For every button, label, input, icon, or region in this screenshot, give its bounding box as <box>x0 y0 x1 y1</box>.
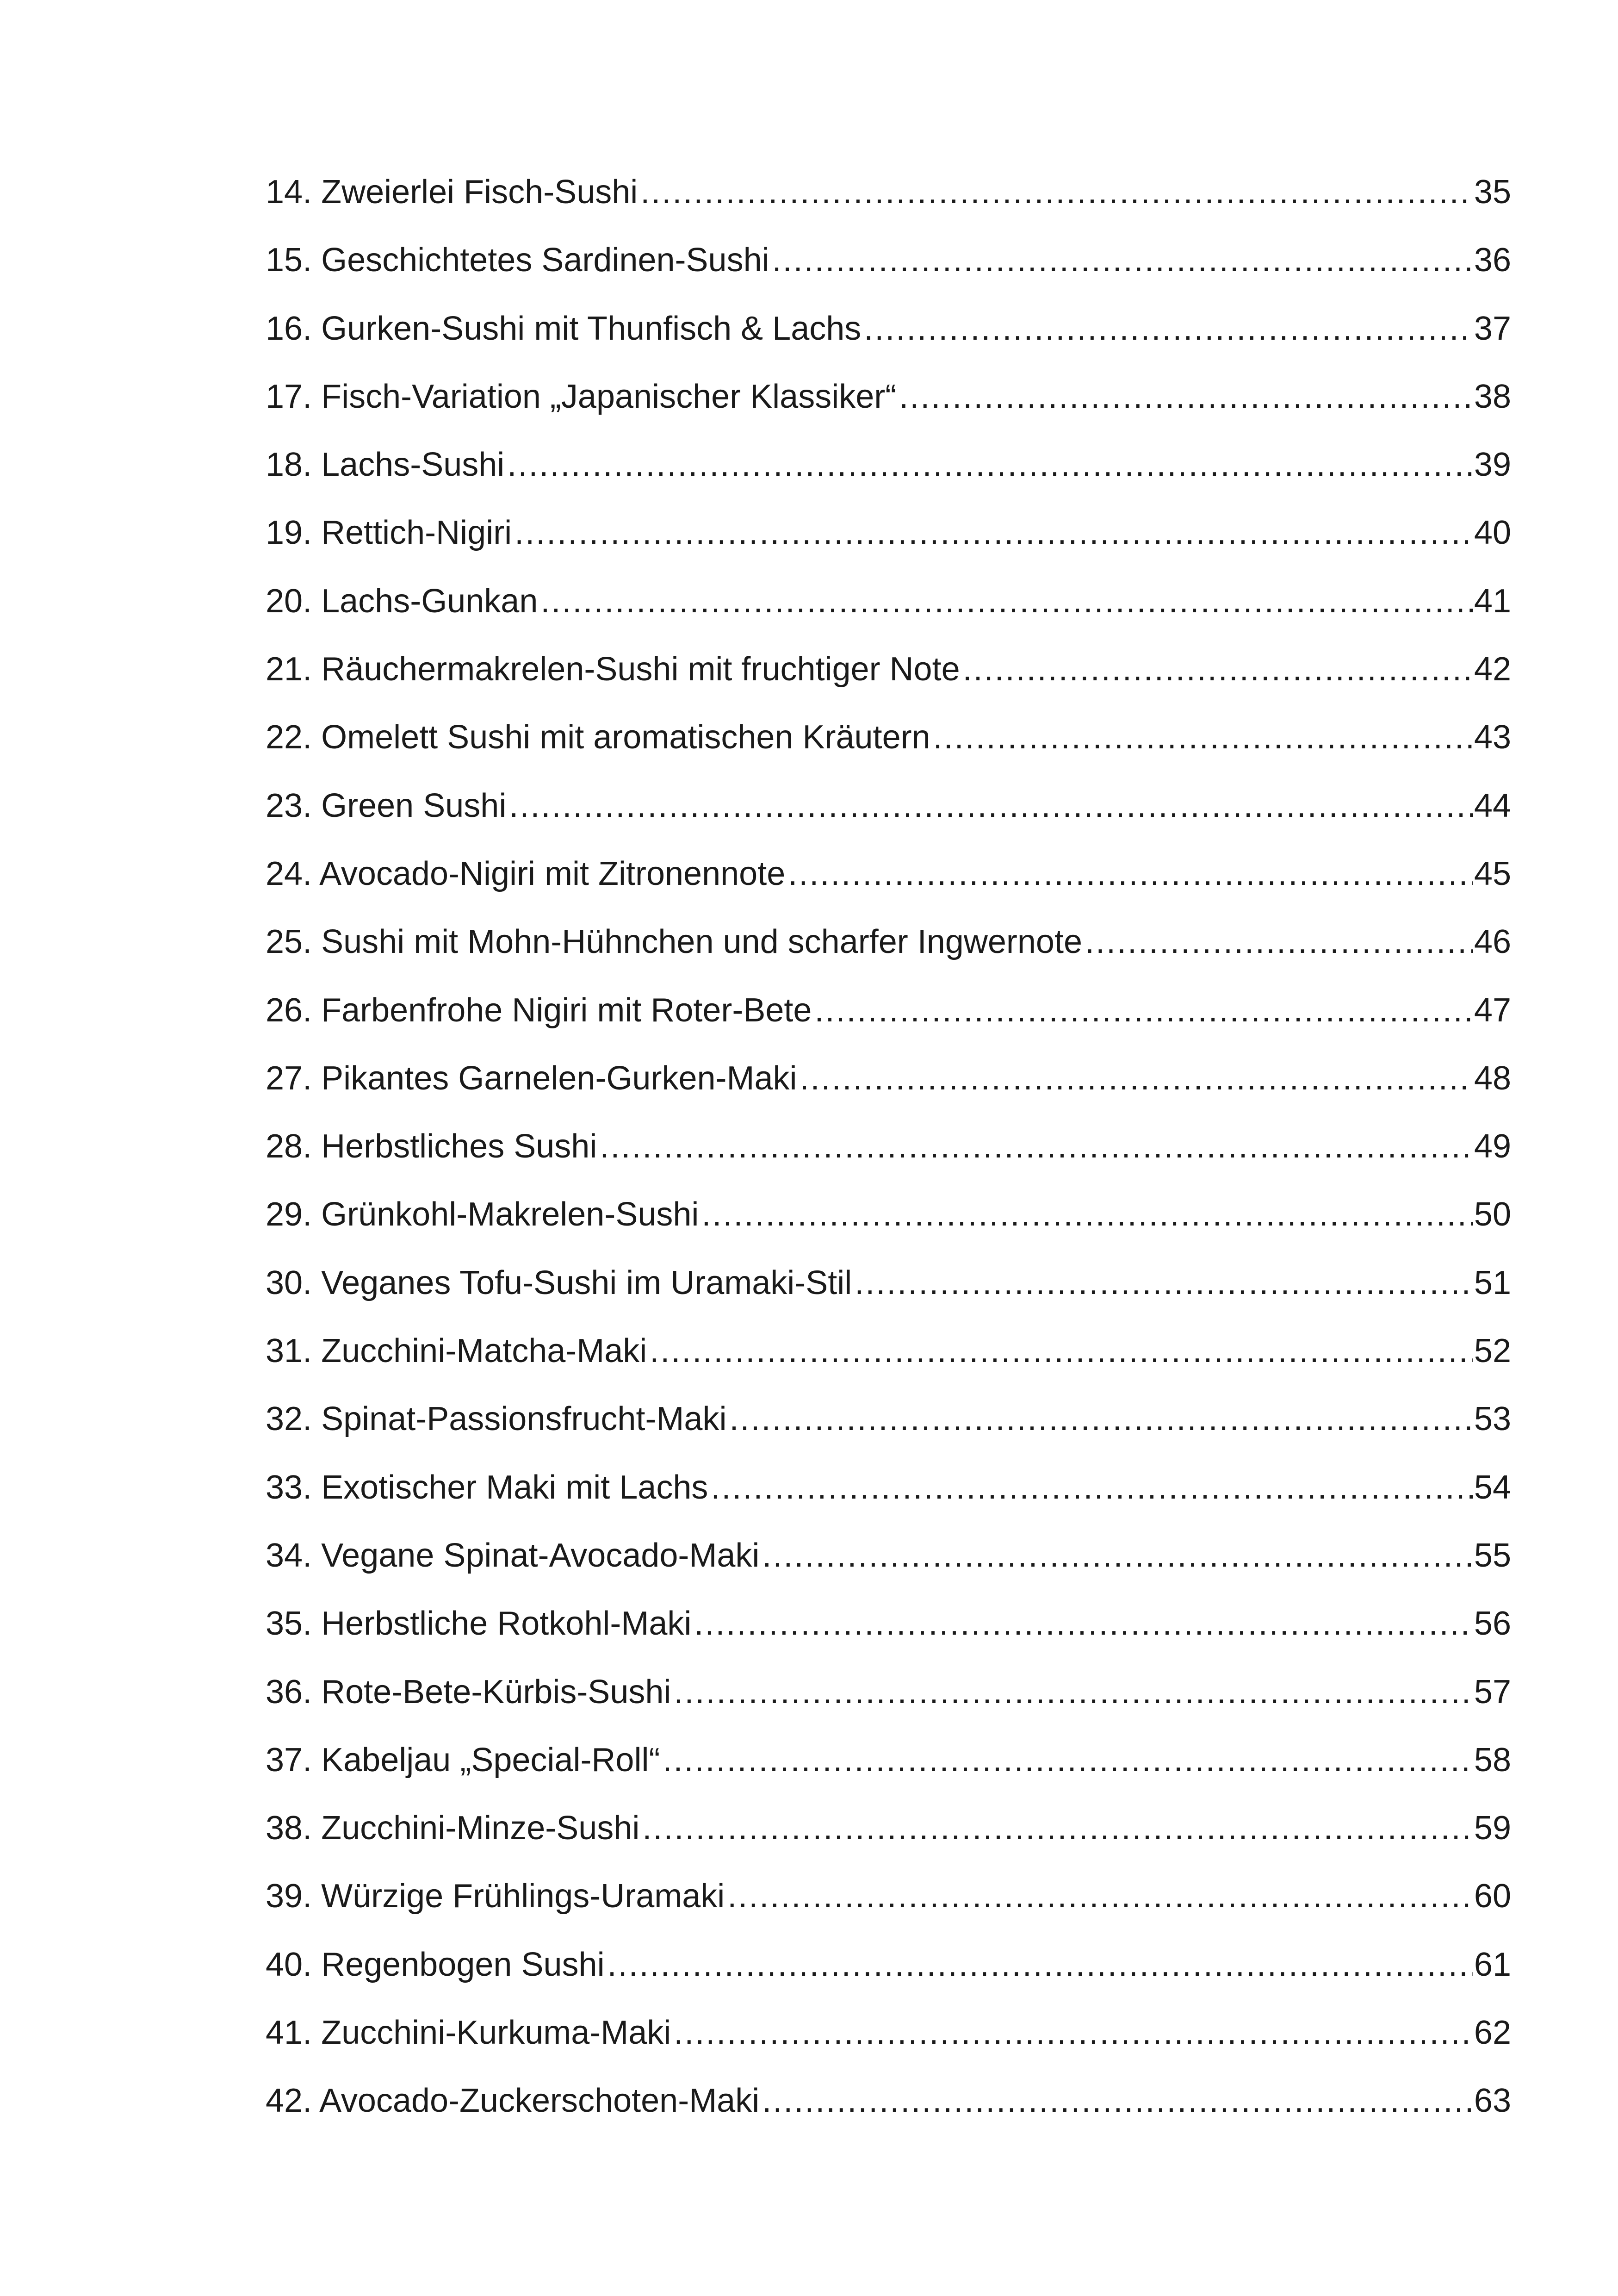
toc-entry-title: 22. Omelett Sushi mit aromatischen Kräutern <box>266 719 930 756</box>
toc-entry <box>266 1862 1511 1930</box>
dot-leader <box>800 1045 1473 1113</box>
toc-entry-page-number: 56 <box>1474 1605 1511 1643</box>
toc-entry <box>266 295 1511 363</box>
toc-entry-title: 31. Zucchini-Matcha-Maki <box>266 1332 647 1370</box>
toc-entry-title: 34. Vegane Spinat-Avocado-Maki <box>266 1537 760 1574</box>
toc-entry <box>266 1317 1511 1385</box>
toc-entry-page-number: 57 <box>1474 1673 1511 1711</box>
toc-entry-page-number: 38 <box>1474 378 1511 415</box>
toc-entry-title: 18. Lachs-Sushi <box>266 446 505 484</box>
dot-leader <box>729 1385 1473 1453</box>
toc-entry-page-number: 52 <box>1474 1332 1511 1370</box>
toc-entry-title: 30. Veganes Tofu-Sushi im Uramaki-Stil <box>266 1264 852 1301</box>
toc-entry-page-number: 43 <box>1474 719 1511 756</box>
dot-leader <box>1085 908 1473 976</box>
toc-entry-title: 27. Pikantes Garnelen-Gurken-Maki <box>266 1059 797 1097</box>
toc-entry-page-number: 36 <box>1474 242 1511 279</box>
toc-entry-page-number: 51 <box>1474 1264 1511 1301</box>
toc-entry-title: 16. Gurken-Sushi mit Thunfisch & Lachs <box>266 310 862 347</box>
dot-leader <box>674 1999 1473 2067</box>
toc-entry-page-number: 61 <box>1474 1946 1511 1983</box>
toc-entry <box>266 1794 1511 1862</box>
toc-entry <box>266 499 1511 567</box>
dot-leader <box>515 499 1473 567</box>
toc-entry-page-number: 63 <box>1474 2082 1511 2120</box>
dot-leader <box>608 1931 1473 1999</box>
toc-entry-page-number: 50 <box>1474 1196 1511 1233</box>
toc-entry-page-number: 60 <box>1474 1878 1511 1915</box>
toc-entry-page-number: 41 <box>1474 582 1511 620</box>
dot-leader <box>509 772 1473 840</box>
toc-entry-title: 39. Würzige Frühlings-Uramaki <box>266 1878 725 1915</box>
toc-entry <box>266 1999 1511 2067</box>
toc-entry-title: 38. Zucchini-Minze-Sushi <box>266 1810 640 1847</box>
toc-entry <box>266 908 1511 976</box>
toc-entry-title: 36. Rote-Bete-Kürbis-Sushi <box>266 1673 671 1711</box>
toc-entry-title: 25. Sushi mit Mohn-Hühnchen und scharfer Ingwernote <box>266 923 1082 961</box>
dot-leader <box>694 1590 1473 1658</box>
dot-leader <box>772 226 1473 294</box>
toc-entry-title: 37. Kabeljau „Special-Roll“ <box>266 1741 660 1779</box>
toc-entry-page-number: 55 <box>1474 1537 1511 1574</box>
toc-entry-title: 17. Fisch-Variation „Japanischer Klassiker“ <box>266 378 897 415</box>
dot-leader <box>814 977 1473 1045</box>
toc-entry-title: 23. Green Sushi <box>266 787 507 824</box>
toc-entry-page-number: 49 <box>1474 1128 1511 1165</box>
toc-entry <box>266 158 1511 226</box>
toc-entry-title: 28. Herbstliches Sushi <box>266 1128 597 1165</box>
dot-leader <box>788 840 1473 908</box>
toc-entry <box>266 1045 1511 1113</box>
toc-entry <box>266 772 1511 840</box>
toc-entry-page-number: 48 <box>1474 1059 1511 1097</box>
dot-leader <box>762 1522 1473 1590</box>
toc-entry <box>266 977 1511 1045</box>
dot-leader <box>899 363 1473 431</box>
toc-entry-page-number: 47 <box>1474 991 1511 1029</box>
toc-entry <box>266 635 1511 703</box>
dot-leader <box>600 1113 1473 1181</box>
toc-entry-page-number: 44 <box>1474 787 1511 824</box>
toc-entry <box>266 1590 1511 1658</box>
toc-entry-page-number: 54 <box>1474 1468 1511 1506</box>
toc-entry-title: 20. Lachs-Gunkan <box>266 582 538 620</box>
dot-leader <box>855 1249 1473 1317</box>
toc-entry-title: 24. Avocado-Nigiri mit Zitronennote <box>266 855 786 892</box>
toc-entry-page-number: 46 <box>1474 923 1511 961</box>
toc-entry <box>266 1522 1511 1590</box>
toc-entry-page-number: 35 <box>1474 174 1511 211</box>
toc-entry <box>266 431 1511 499</box>
toc-entry-title: 15. Geschichtetes Sardinen-Sushi <box>266 242 769 279</box>
toc-entry-page-number: 39 <box>1474 446 1511 484</box>
toc-entry <box>266 840 1511 908</box>
toc-entry-title: 32. Spinat-Passionsfrucht-Maki <box>266 1400 727 1438</box>
dot-leader <box>640 158 1473 226</box>
toc-entry <box>266 1726 1511 1794</box>
toc-entry <box>266 1113 1511 1181</box>
dot-leader <box>701 1181 1473 1249</box>
dot-leader <box>963 635 1473 703</box>
toc-entry <box>266 363 1511 431</box>
toc-entry-title: 40. Regenbogen Sushi <box>266 1946 605 1983</box>
toc-entry-title: 35. Herbstliche Rotkohl-Maki <box>266 1605 692 1643</box>
toc-entry-page-number: 53 <box>1474 1400 1511 1438</box>
toc-entry <box>266 2067 1511 2135</box>
table-of-contents <box>266 158 1511 2135</box>
toc-entry <box>266 226 1511 294</box>
toc-entry <box>266 1249 1511 1317</box>
toc-entry <box>266 1385 1511 1453</box>
toc-entry-title: 41. Zucchini-Kurkuma-Maki <box>266 2014 671 2052</box>
toc-entry <box>266 1658 1511 1726</box>
toc-entry-page-number: 59 <box>1474 1810 1511 1847</box>
toc-entry <box>266 567 1511 635</box>
dot-leader <box>727 1862 1473 1930</box>
toc-entry-title: 42. Avocado-Zuckerschoten-Maki <box>266 2082 760 2120</box>
toc-entry-page-number: 42 <box>1474 651 1511 688</box>
toc-entry-page-number: 58 <box>1474 1741 1511 1779</box>
dot-leader <box>663 1726 1473 1794</box>
toc-entry-title: 33. Exotischer Maki mit Lachs <box>266 1468 708 1506</box>
dot-leader <box>864 295 1473 363</box>
toc-entry-title: 19. Rettich-Nigiri <box>266 514 512 552</box>
toc-entry-page-number: 37 <box>1474 310 1511 347</box>
dot-leader <box>762 2067 1473 2135</box>
toc-entry <box>266 703 1511 772</box>
toc-entry-page-number: 45 <box>1474 855 1511 892</box>
dot-leader <box>711 1454 1473 1522</box>
toc-entry-page-number: 62 <box>1474 2014 1511 2052</box>
toc-entry-title: 14. Zweierlei Fisch-Sushi <box>266 174 638 211</box>
dot-leader <box>507 431 1473 499</box>
dot-leader <box>933 703 1473 772</box>
toc-entry-title: 26. Farbenfrohe Nigiri mit Roter-Bete <box>266 991 812 1029</box>
dot-leader <box>674 1658 1473 1726</box>
toc-entry-title: 29. Grünkohl-Makrelen-Sushi <box>266 1196 699 1233</box>
toc-entry <box>266 1181 1511 1249</box>
toc-entry-title: 21. Räuchermakrelen-Sushi mit fruchtiger Note <box>266 651 960 688</box>
dot-leader <box>642 1794 1473 1862</box>
toc-entry <box>266 1931 1511 1999</box>
dot-leader <box>540 567 1473 635</box>
dot-leader <box>650 1317 1473 1385</box>
toc-entry <box>266 1454 1511 1522</box>
toc-entry-page-number: 40 <box>1474 514 1511 552</box>
